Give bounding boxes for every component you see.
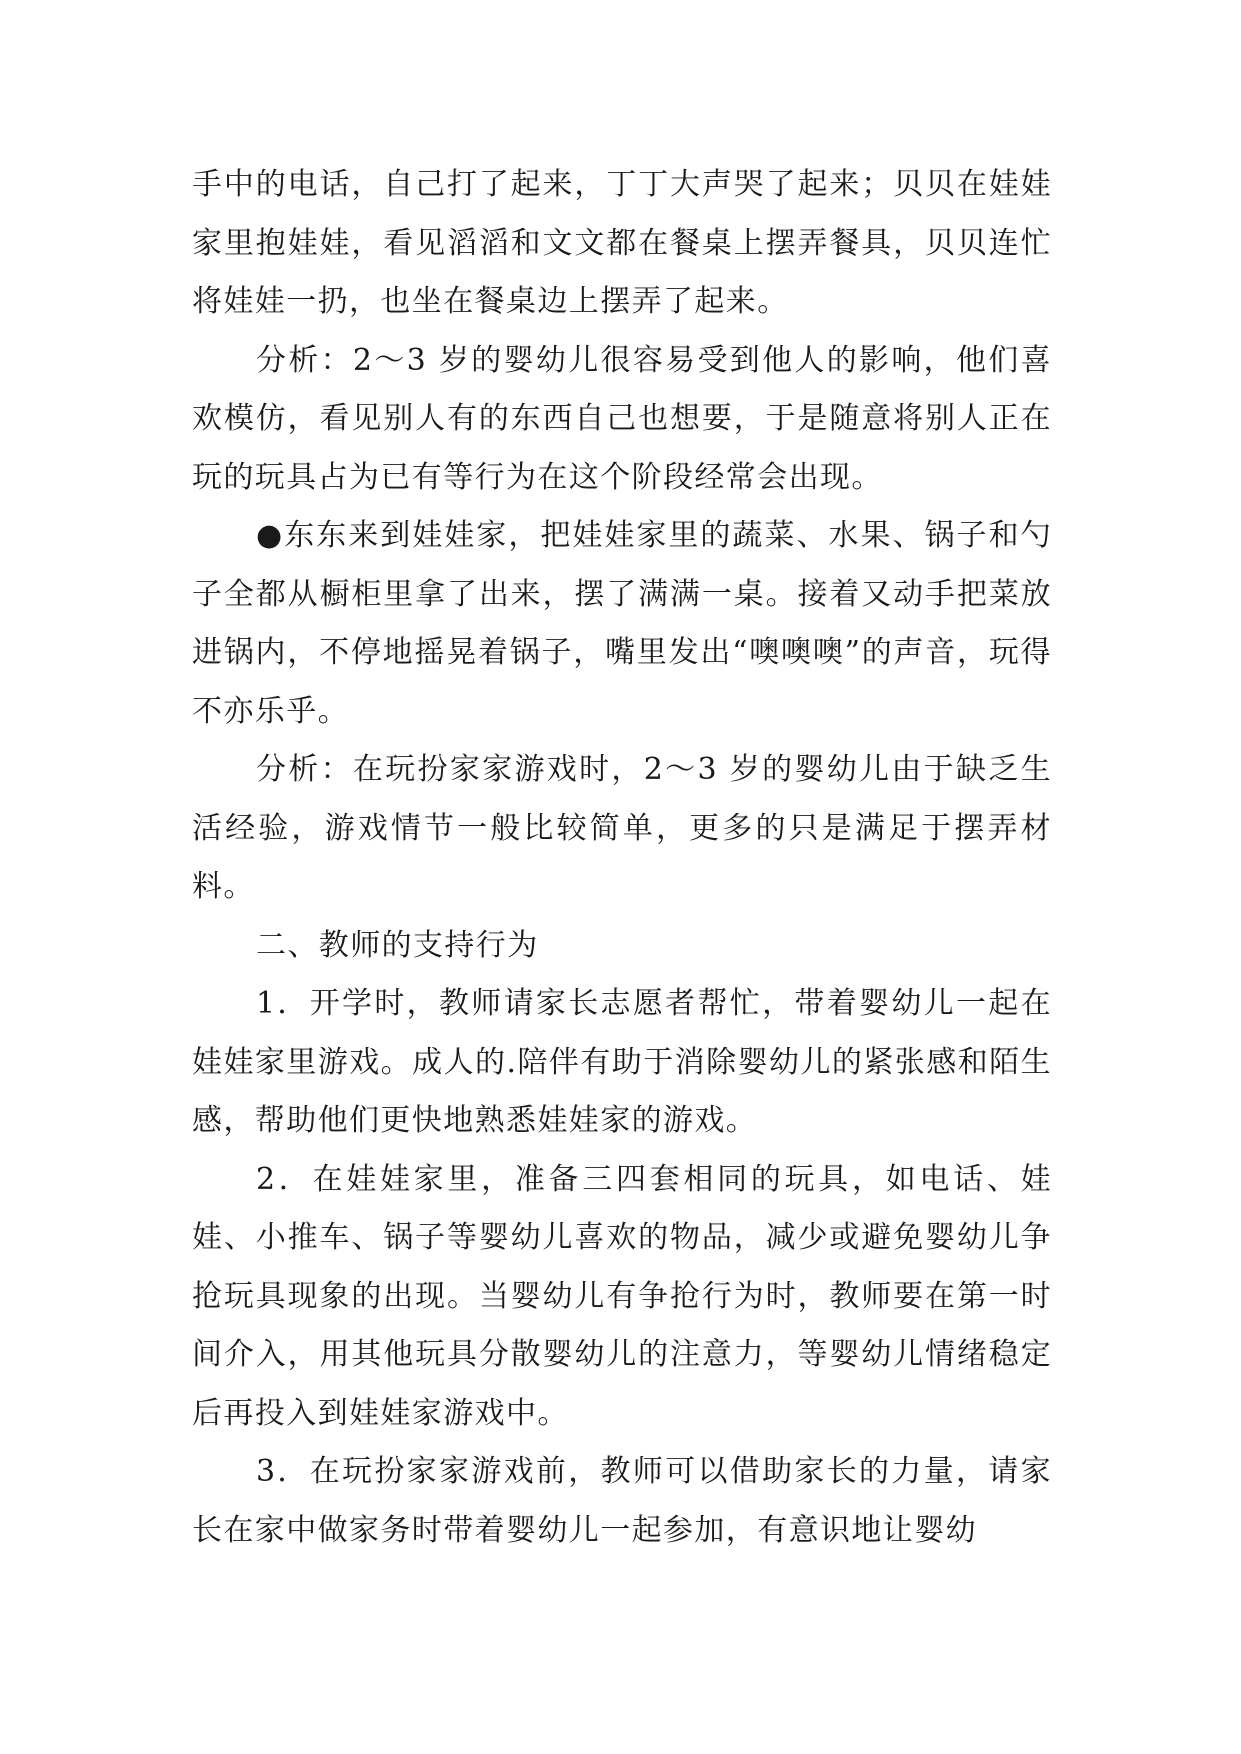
paragraph-support-3: 3．在玩扮家家游戏前，教师可以借助家长的力量，请家长在家中做家务时带着婴幼儿一起参加，有意识地让婴幼 — [192, 1454, 1052, 1548]
paragraph-support-2: 2．在娃娃家里，准备三四套相同的玩具，如电话、娃娃、小推车、锅子等婴幼儿喜欢的物品，减少或避免婴幼儿争抢玩具现象的出现。当婴幼儿有争抢行为时，教师要在第一时间介入，用其他玩具分散婴幼儿的注意力，等婴幼儿情绪稳定后再投入到娃娃家游戏中。 — [192, 1161, 1052, 1431]
paragraph-support-1: 1．开学时，教师请家长志愿者帮忙，带着婴幼儿一起在娃娃家里游戏。成人的.陪伴有助于消除婴幼儿的紧张感和陌生感，帮助他们更快地熟悉娃娃家的游戏。 — [192, 986, 1052, 1138]
paragraph-analysis-2: 分析：在玩扮家家游戏时，2～3 岁的婴幼儿由于缺乏生活经验，游戏情节一般比较简单，更多的只是满足于摆弄材料。 — [192, 752, 1052, 904]
section-heading-teacher-support: 二、教师的支持行为 — [256, 927, 539, 963]
paragraph-analysis-1: 分析：2～3 岁的婴幼儿很容易受到他人的影响，他们喜欢模仿，看见别人有的东西自己也想要，于是随意将别人正在玩的玩具占为已有等行为在这个阶段经常会出现。 — [192, 342, 1052, 495]
paragraph-continuation: 手中的电话，自己打了起来，丁丁大声哭了起来；贝贝在娃娃家里抱娃娃，看见滔滔和文文都在餐桌上摆弄餐具，贝贝连忙将娃娃一扔，也坐在餐桌边上摆弄了起来。 — [192, 167, 1052, 319]
document-body — [192, 156, 1052, 1560]
paragraph-observation-dongdong: ●东东来到娃娃家，把娃娃家里的蔬菜、水果、锅子和勺子全都从橱柜里拿了出来，摆了满满一桌。接着又动手把菜放进锅内，不停地摇晃着锅子，嘴里发出“噢噢噢”的声音，玩得不亦乐乎。 — [192, 518, 1052, 729]
